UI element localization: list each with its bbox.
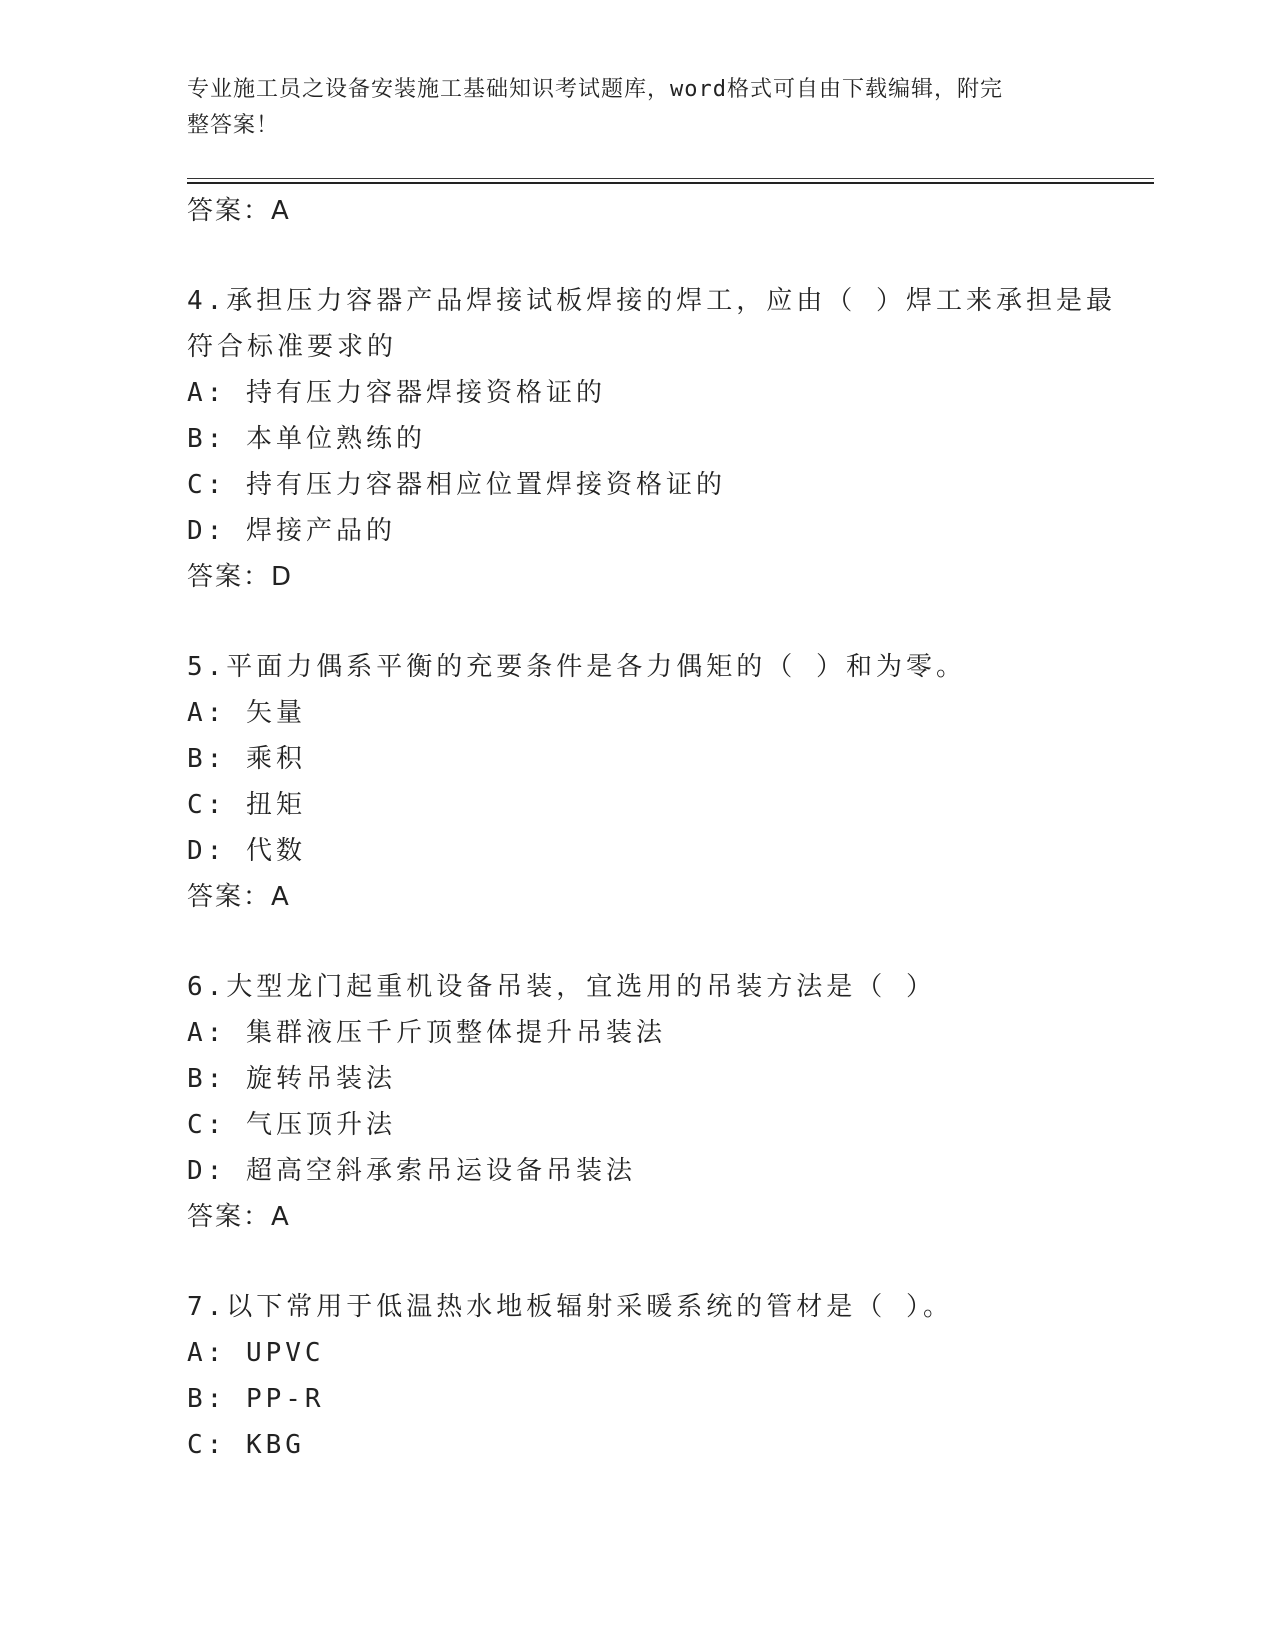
question-6-option-a: A: 集群液压千斤顶整体提升吊装法 (187, 1018, 666, 1048)
header-divider-thin (187, 178, 1154, 179)
question-6-option-d: D: 超高空斜承索吊运设备吊装法 (187, 1156, 636, 1186)
question-4-option-b: B: 本单位熟练的 (187, 424, 426, 454)
question-7-stem: 7.以下常用于低温热水地板辐射采暖系统的管材是（ ）。 (187, 1292, 953, 1322)
question-5-option-b: B: 乘积 (187, 744, 306, 774)
question-5-option-d: D: 代数 (187, 836, 306, 866)
document-header (187, 72, 1087, 144)
question-4-stem-line-2: 符合标准要求的 (187, 332, 398, 362)
question-7 (187, 1284, 1087, 1468)
question-7-option-a: A: UPVC (187, 1338, 325, 1368)
question-5-answer: 答案：A (187, 882, 291, 912)
question-5-option-c: C: 扭矩 (187, 790, 306, 820)
header-divider-thick (187, 182, 1154, 184)
question-4 (187, 278, 1116, 600)
question-4-option-c: C: 持有压力容器相应位置焊接资格证的 (187, 470, 726, 500)
question-list (187, 188, 1116, 1468)
question-6 (187, 964, 1087, 1240)
question-4-option-a: A: 持有压力容器焊接资格证的 (187, 378, 606, 408)
question-5-option-a: A: 矢量 (187, 698, 306, 728)
question-6-option-b: B: 旋转吊装法 (187, 1064, 396, 1094)
header-line-2: 整答案！ (187, 113, 280, 138)
question-4-stem-line-1: 4.承担压力容器产品焊接试板焊接的焊工，应由（ ）焊工来承担是最 (187, 286, 1116, 316)
question-5 (187, 644, 1087, 920)
question-6-stem: 6.大型龙门起重机设备吊装，宜选用的吊装方法是（ ） (187, 972, 936, 1002)
spacer (187, 600, 1087, 644)
header-line-1: 专业施工员之设备安装施工基础知识考试题库，word格式可自由下载编辑，附完 (187, 77, 1003, 102)
question-4-option-d: D: 焊接产品的 (187, 516, 396, 546)
question-6-option-c: C: 气压顶升法 (187, 1110, 396, 1140)
question-6-answer: 答案：A (187, 1202, 291, 1232)
question-5-stem: 5.平面力偶系平衡的充要条件是各力偶矩的（ ）和为零。 (187, 652, 966, 682)
spacer (187, 1240, 1087, 1284)
question-7-option-c: C: KBG (187, 1430, 305, 1460)
previous-answer: 答案：A (187, 196, 291, 226)
spacer (187, 234, 1087, 278)
question-7-option-b: B: PP-R (187, 1384, 325, 1414)
spacer (187, 920, 1087, 964)
question-4-answer: 答案：D (187, 562, 294, 592)
